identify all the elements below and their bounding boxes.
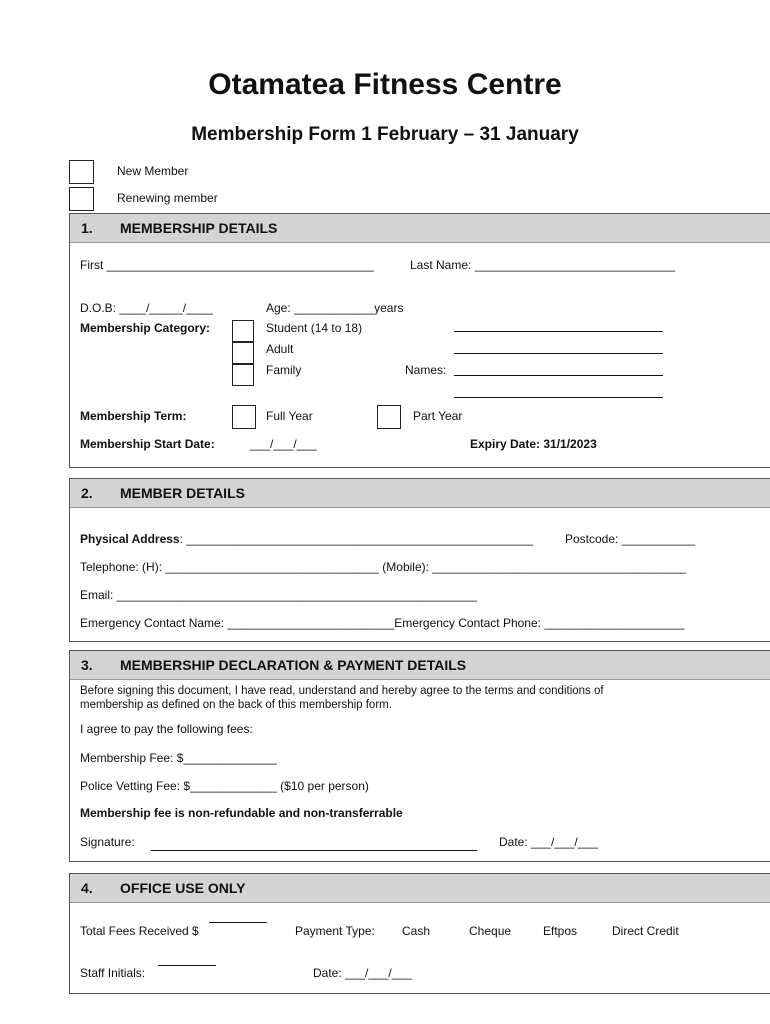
declaration-date-field[interactable]: Date: ___/___/___ (499, 835, 598, 849)
payment-option-cheque[interactable]: Cheque (469, 924, 512, 938)
family-name-line[interactable] (454, 353, 663, 354)
family-name-line[interactable] (454, 331, 663, 332)
emergency-contact-field[interactable]: Emergency Contact Name: _________________________Emergency Contact Phone: _____________________ (80, 616, 685, 630)
telephone-field[interactable]: Telephone: (H): ________________________________ (Mobile): ______________________________________ (80, 560, 686, 574)
physical-address-label: Physical Address (80, 532, 180, 546)
section-membership-details (69, 213, 770, 468)
form-subtitle: Membership Form 1 February – 31 January (191, 124, 579, 145)
renewing-member-label: Renewing member (117, 191, 218, 205)
adult-label: Adult (266, 342, 294, 356)
student-checkbox[interactable] (232, 320, 254, 342)
section-header (70, 214, 770, 243)
family-label: Family (266, 363, 302, 377)
new-member-label: New Member (117, 164, 189, 178)
full-year-checkbox[interactable] (232, 405, 256, 429)
payment-type-label: Payment Type: (295, 924, 375, 938)
total-fees-line[interactable] (209, 922, 267, 923)
section-number: 2. (81, 485, 93, 501)
section-title: MEMBERSHIP DETAILS (120, 220, 278, 236)
signature-label: Signature: (80, 835, 135, 849)
non-refundable-notice: Membership fee is non-refundable and non-transferrable (80, 806, 403, 820)
page-title: Otamatea Fitness Centre (208, 68, 562, 101)
membership-category-label: Membership Category: (80, 321, 211, 335)
payment-option-eftpos[interactable]: Eftpos (543, 924, 578, 938)
family-name-line[interactable] (454, 397, 663, 398)
physical-address-field[interactable] (80, 532, 533, 546)
family-name-line[interactable] (454, 375, 663, 376)
section-title: MEMBER DETAILS (120, 485, 245, 501)
part-year-label: Part Year (413, 409, 463, 423)
section-header (70, 874, 770, 903)
age-field[interactable]: Age: ____________years (266, 301, 404, 315)
membership-term-label: Membership Term: (80, 409, 187, 423)
start-date-field[interactable]: ___/___/___ (250, 437, 317, 451)
signature-line[interactable] (151, 850, 477, 851)
dob-field[interactable]: D.O.B: ____/_____/____ (80, 301, 213, 315)
section-number: 4. (81, 880, 93, 896)
renewing-member-checkbox[interactable] (69, 187, 94, 211)
last-name-field[interactable]: Last Name: ______________________________ (410, 258, 675, 272)
payment-option-cash[interactable]: Cash (402, 924, 431, 938)
full-year-label: Full Year (266, 409, 313, 423)
payment-option-direct-credit[interactable]: Direct Credit (612, 924, 679, 938)
section-title: OFFICE USE ONLY (120, 880, 246, 896)
section-header (70, 479, 770, 508)
section-number: 3. (81, 657, 93, 673)
declaration-line-2: membership as defined on the back of this membership form. (80, 699, 392, 711)
staff-initials-label: Staff Initials: (80, 966, 146, 980)
agree-text: I agree to pay the following fees: (80, 722, 253, 736)
expiry-date: Expiry Date: 31/1/2023 (470, 437, 597, 451)
student-label: Student (14 to 18) (266, 321, 363, 335)
adult-checkbox[interactable] (232, 342, 254, 364)
section-title: MEMBERSHIP DECLARATION & PAYMENT DETAILS (120, 657, 467, 673)
first-name-field[interactable]: First ________________________________________ (80, 258, 374, 272)
part-year-checkbox[interactable] (377, 405, 401, 429)
email-field[interactable]: Email: ______________________________________________________ (80, 588, 478, 602)
police-vetting-fee-field[interactable]: Police Vetting Fee: $_____________ ($10 per person) (80, 779, 369, 793)
total-fees-label: Total Fees Received $ (80, 924, 199, 938)
section-number: 1. (81, 220, 93, 236)
names-label: Names: (405, 363, 447, 377)
new-member-checkbox[interactable] (69, 160, 94, 184)
start-date-label: Membership Start Date: (80, 437, 215, 451)
postcode-field[interactable]: Postcode: ___________ (565, 532, 696, 546)
family-checkbox[interactable] (232, 364, 254, 386)
declaration-line-1: Before signing this document, I have read, understand and hereby agree to the terms and conditions of (80, 685, 604, 697)
section-header (70, 651, 770, 680)
office-date-field[interactable]: Date: ___/___/___ (313, 966, 412, 980)
staff-initials-line[interactable] (158, 965, 216, 966)
membership-fee-field[interactable]: Membership Fee: $______________ (80, 751, 277, 765)
physical-address-line: : ____________________________________________________ (179, 532, 534, 546)
